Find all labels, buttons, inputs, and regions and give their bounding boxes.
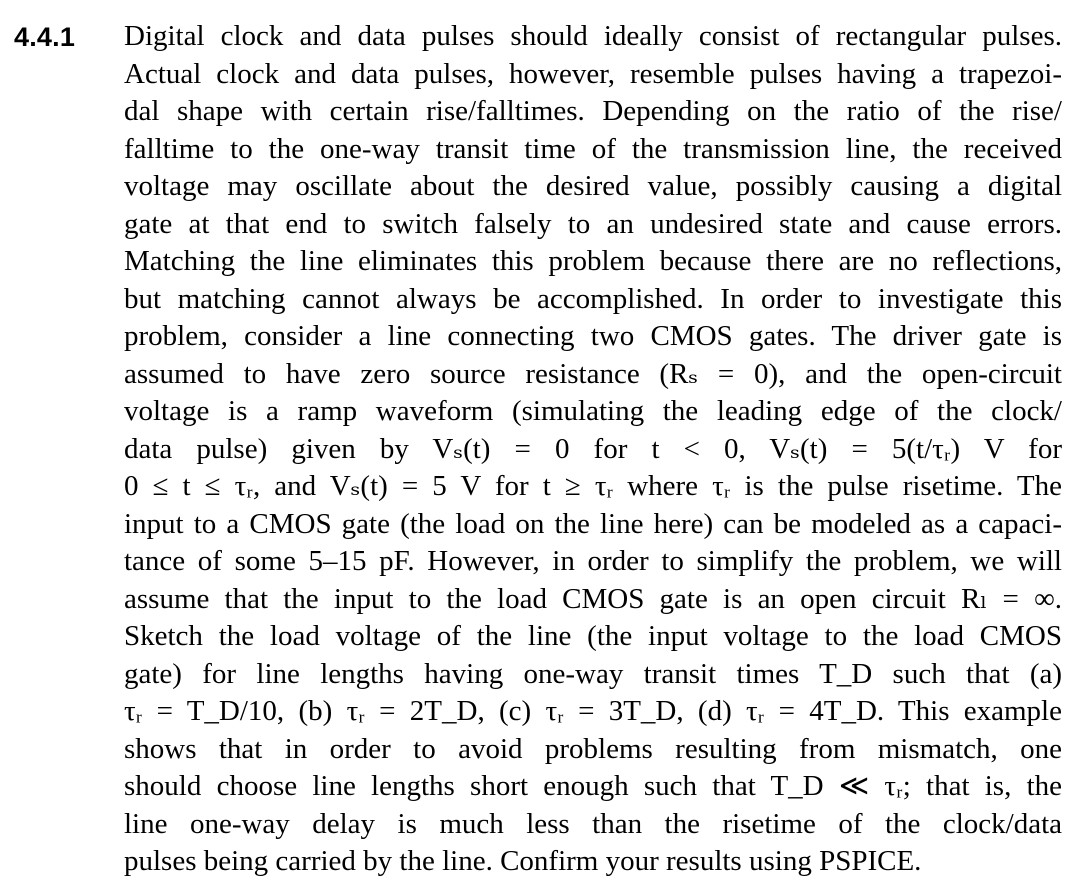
problem-text-line: tance of some 5–15 pF. However, in order to simplify the problem, we will <box>124 545 1062 577</box>
problem-text-line: line one-way delay is much less than the risetime of the clock/data <box>124 807 1062 840</box>
problem-text-line: Sketch the load voltage of the line (the input voltage to the load CMOS <box>124 620 1062 652</box>
problem-text-line: data pulse) given by Vₛ(t) = 0 for t < 0, Vₛ(t) = 5(t/τᵣ) V for <box>124 432 1062 465</box>
problem-text-line: dal shape with certain rise/falltimes. Depending on the ratio of the rise/ <box>124 95 1062 127</box>
problem-text-line: Matching the line eliminates this problem because there are no reflections, <box>124 245 1062 277</box>
problem-text-line: Actual clock and data pulses, however, resemble pulses having a trapezoi- <box>124 57 1062 90</box>
problem-text-line: falltime to the one-way transit time of the transmission line, the received <box>124 132 1062 165</box>
problem-text-line: shows that in order to avoid problems resulting from mismatch, one <box>124 732 1062 765</box>
problem-text-line: voltage may oscillate about the desired value, possibly causing a digital <box>124 170 1062 202</box>
problem-text-line: assume that the input to the load CMOS gate is an open circuit Rₗ = ∞. <box>124 582 1062 615</box>
problem-text-line: Digital clock and data pulses should ideally consist of rectangular pulses. <box>124 20 1062 52</box>
problem-text-line: assumed to have zero source resistance (Rₛ = 0), and the open-circuit <box>124 357 1062 390</box>
problem-text-line: gate) for line lengths having one-way transit times T_D such that (a) <box>124 657 1062 690</box>
problem-text-line: should choose line lengths short enough such that T_D ≪ τᵣ; that is, the <box>124 770 1062 802</box>
problem-text-line: problem, consider a line connecting two CMOS gates. The driver gate is <box>124 320 1062 352</box>
problem-text-line: input to a CMOS gate (the load on the line here) can be modeled as a capaci- <box>124 507 1062 540</box>
problem-text-line: but matching cannot always be accomplished. In order to investigate this <box>124 282 1062 315</box>
problem-statement <box>124 18 1062 881</box>
problem-text-line: pulses being carried by the line. Confirm your results using PSPICE. <box>124 845 922 877</box>
problem-number: 4.4.1 <box>14 22 76 52</box>
problem-text-line: τᵣ = T_D/10, (b) τᵣ = 2T_D, (c) τᵣ = 3T_D, (d) τᵣ = 4T_D. This example <box>124 695 1062 727</box>
problem-text-line: voltage is a ramp waveform (simulating the leading edge of the clock/ <box>124 395 1062 427</box>
problem-text-line: 0 ≤ t ≤ τᵣ, and Vₛ(t) = 5 V for t ≥ τᵣ where τᵣ is the pulse risetime. The <box>124 470 1062 502</box>
problem-text-line: gate at that end to switch falsely to an undesired state and cause errors. <box>124 207 1062 240</box>
